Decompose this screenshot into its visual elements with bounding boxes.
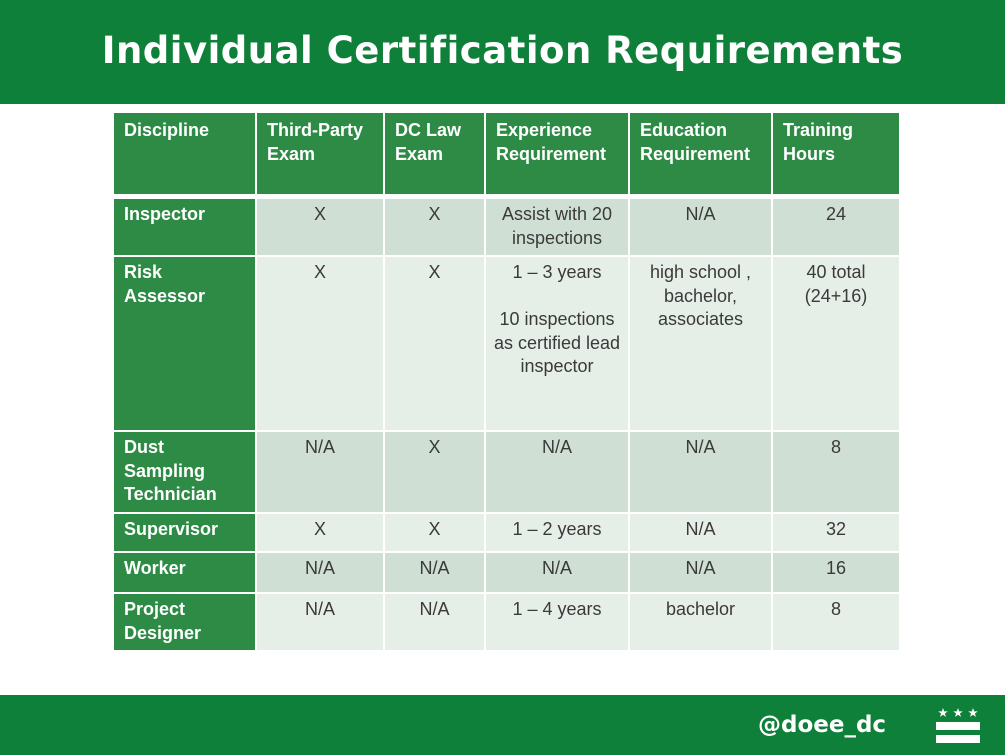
experience-cell: Assist with 20 inspections [486,199,630,257]
experience-cell: 1 – 3 years 10 inspections as certified lead inspector [486,257,630,432]
training-hours-cell: 24 [773,199,899,257]
discipline-cell: Dust Sampling Technician [114,432,257,514]
title-banner [0,0,1005,104]
discipline-cell: Risk Assessor [114,257,257,432]
table-row [114,553,899,594]
table-row [114,514,899,553]
third-party-exam-cell: N/A [257,553,385,594]
page-title: Individual Certification Requirements [101,28,904,72]
column-header-training-hours: Training Hours [773,113,899,199]
experience-cell: 1 – 4 years [486,594,630,652]
education-cell: N/A [630,432,773,514]
social-handle: @doee_dc [758,712,887,738]
third-party-exam-cell: X [257,257,385,432]
table-row [114,432,899,514]
dc-flag-icon [936,707,980,745]
flag-star [938,708,948,717]
dc-law-exam-cell: X [385,199,486,257]
discipline-cell: Inspector [114,199,257,257]
education-cell: high school , bachelor, associates [630,257,773,432]
education-cell: N/A [630,514,773,553]
training-hours-cell: 16 [773,553,899,594]
column-header-education: Education Requirement [630,113,773,199]
discipline-cell: Worker [114,553,257,594]
experience-cell: N/A [486,432,630,514]
experience-cell: 1 – 2 years [486,514,630,553]
discipline-cell: Project Designer [114,594,257,652]
footer-bar [0,695,1005,755]
third-party-exam-cell: X [257,199,385,257]
flag-bar [936,722,980,730]
education-cell: N/A [630,199,773,257]
column-header-discipline: Discipline [114,113,257,199]
table-header-row [114,113,899,199]
flag-star [953,708,963,717]
column-header-third-party-exam: Third-Party Exam [257,113,385,199]
experience-cell: N/A [486,553,630,594]
flag-bar [936,735,980,743]
third-party-exam-cell: X [257,514,385,553]
discipline-cell: Supervisor [114,514,257,553]
training-hours-cell: 8 [773,594,899,652]
table-row [114,594,899,652]
flag-star [968,708,978,717]
dc-law-exam-cell: N/A [385,553,486,594]
training-hours-cell: 32 [773,514,899,553]
dc-law-exam-cell: X [385,432,486,514]
dc-law-exam-cell: N/A [385,594,486,652]
training-hours-cell: 8 [773,432,899,514]
table-row [114,257,899,432]
third-party-exam-cell: N/A [257,432,385,514]
table-row [114,199,899,257]
dc-law-exam-cell: X [385,514,486,553]
column-header-dc-law-exam: DC Law Exam [385,113,486,199]
third-party-exam-cell: N/A [257,594,385,652]
column-header-experience: Experience Requirement [486,113,630,199]
education-cell: N/A [630,553,773,594]
certification-requirements-table [114,113,899,652]
dc-law-exam-cell: X [385,257,486,432]
education-cell: bachelor [630,594,773,652]
training-hours-cell: 40 total (24+16) [773,257,899,432]
